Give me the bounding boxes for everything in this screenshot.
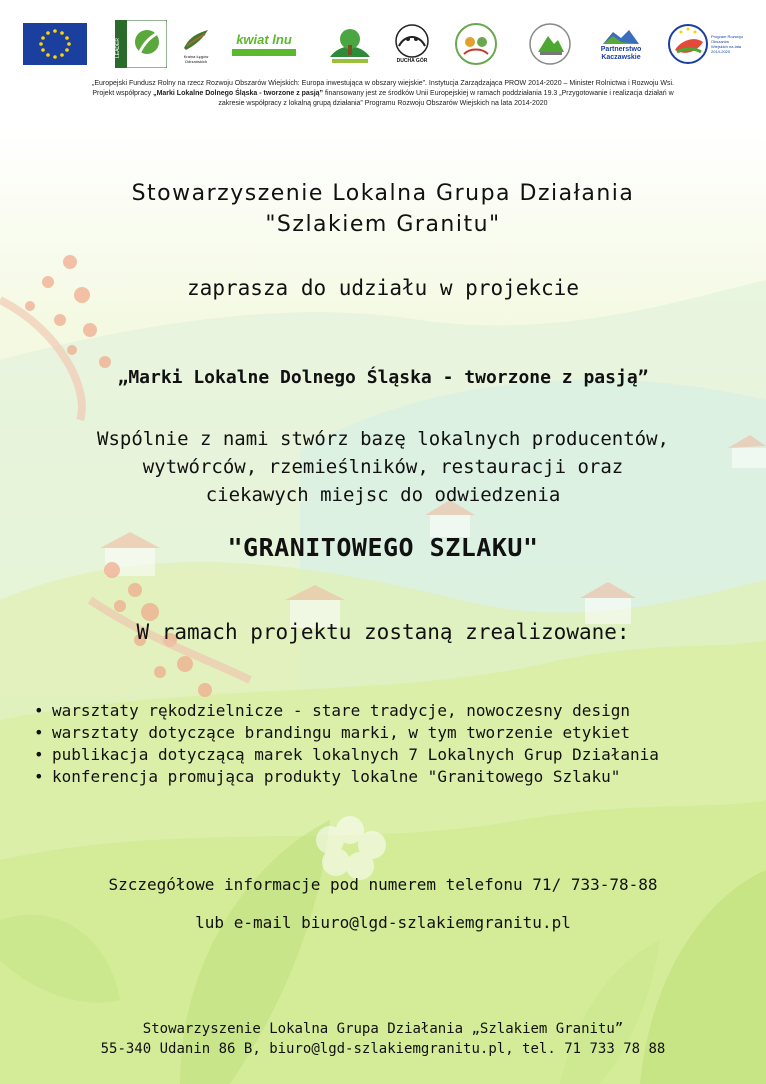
ducha-gor-label: DUCHA GÓR bbox=[396, 58, 428, 64]
leader-logo-icon bbox=[114, 20, 168, 68]
funding-disclaimer bbox=[20, 79, 746, 109]
project-name: „Marki Lokalne Dolnego Śląska - tworzone z pasją” bbox=[117, 367, 649, 388]
partnerstwo-kaczawskie-label: Partnerstwo Kaczawskie bbox=[600, 46, 642, 61]
funding-line-2-c: finansowany jest ze środków Unii Europejskiej w ramach poddziałania 19.3 „Przygotowanie i realizacja działań w bbox=[323, 90, 674, 97]
list-item: • warsztaty dotyczące brandingu marki, w tym tworzenie etykiet bbox=[34, 722, 659, 744]
leader-label: LEADER bbox=[115, 38, 121, 59]
kraina-legow-logo-icon bbox=[176, 20, 216, 68]
footer-organization: Stowarzyszenie Lokalna Grupa Działania „Szlakiem Granitu” bbox=[142, 1021, 624, 1037]
zielone-wzgorza-logo-icon bbox=[324, 20, 376, 68]
kwiat-lnu-label: kwiat lnu bbox=[236, 32, 292, 47]
list-item: • konferencja promująca produkty lokalne "Granitowego Szlaku" bbox=[34, 766, 659, 788]
list-item: • publikacja dotyczącą marek lokalnych 7 Lokalnych Grup Działania bbox=[34, 744, 659, 766]
intro-line-1: Wspólnie z nami stwórz bazę lokalnych producentów, bbox=[97, 428, 669, 450]
funding-line-2-a: Projekt współpracy bbox=[92, 90, 154, 97]
footer-address: 55-340 Udanin 86 B, biuro@lgd-szlakiemgranitu.pl, tel. 71 733 78 88 bbox=[100, 1041, 666, 1057]
kraina-legow-label: Kraina Łęgów Odrzańskich bbox=[183, 54, 209, 64]
partnerstwo-kaczawskie-logo-icon bbox=[588, 20, 654, 68]
organization-title bbox=[0, 178, 766, 240]
funding-line-3: zakresie współpracy z lokalną grupą działania” Programu Rozwoju Obszarów Wiejskich na lata 2014-2020 bbox=[218, 100, 548, 107]
email-info: lub e-mail biuro@lgd-szlakiemgranitu.pl bbox=[195, 913, 571, 932]
dobre-kolo-logo-icon bbox=[452, 20, 500, 68]
ducha-gor-logo-icon bbox=[386, 20, 438, 68]
funding-line-2 bbox=[20, 89, 746, 99]
partner-logos bbox=[0, 0, 766, 72]
invitation-text: zaprasza do udziału w projekcie bbox=[187, 276, 579, 300]
intro-text bbox=[0, 425, 766, 509]
prow-label: Program Rozwoju Obszarów Wiejskich na lata 2014-2020 bbox=[711, 34, 743, 54]
intro-line-2: wytwórców, rzemieślników, restauracji oraz bbox=[142, 456, 624, 478]
phone-info: Szczegółowe informacje pod numerem telefonu 71/ 733-78-88 bbox=[108, 875, 658, 894]
granite-trail-title: "GRANITOWEGO SZLAKU" bbox=[227, 533, 539, 562]
intro-line-3: ciekawych miejsc do odwiedzenia bbox=[205, 484, 561, 506]
activities-list bbox=[34, 700, 659, 788]
funding-line-1: „Europejski Fundusz Rolny na rzecz Rozwoju Obszarów Wiejskich: Europa inwestująca w obszary wiejskie”. Instytucja Zarządzająca PROW 2014-2020 – Minister Rolnictwa i Rozwoju Wsi. bbox=[92, 80, 674, 87]
list-item: • warsztaty rękodzielnicze - stare tradycje, nowoczesny design bbox=[34, 700, 659, 722]
szlakiem-granitu-logo-icon bbox=[526, 20, 574, 68]
prow-logo-icon bbox=[666, 20, 746, 68]
organization-line-1: Stowarzyszenie Lokalna Grupa Działania bbox=[131, 181, 635, 206]
kwiat-lnu-logo-icon bbox=[226, 20, 302, 68]
funding-project-name: „Marki Lokalne Dolnego Śląska - tworzone z pasją” bbox=[153, 90, 324, 97]
activities-heading: W ramach projektu zostaną zrealizowane: bbox=[136, 620, 630, 644]
eu-flag-icon bbox=[22, 20, 88, 68]
organization-line-2: "Szlakiem Granitu" bbox=[265, 212, 501, 237]
